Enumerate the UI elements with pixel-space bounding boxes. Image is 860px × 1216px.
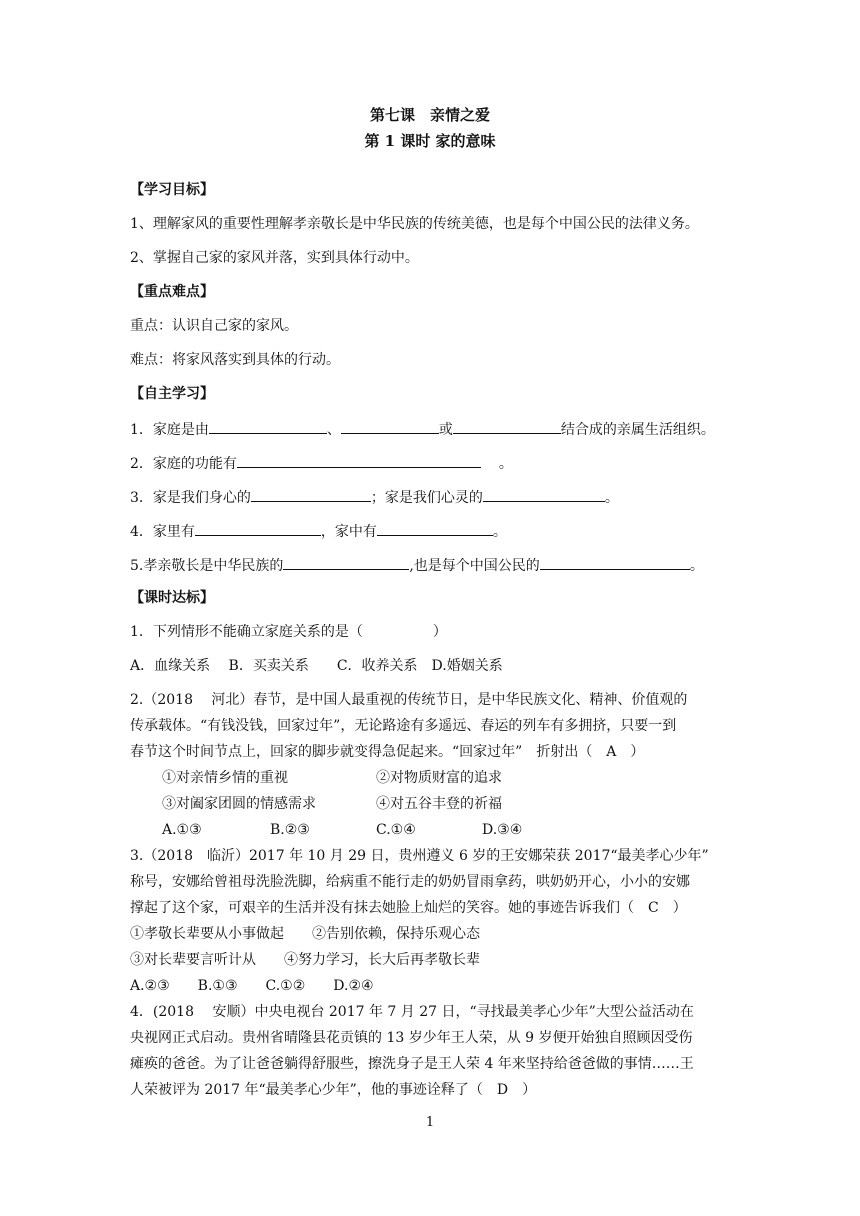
question-text: 2．家庭的功能有 <box>130 456 237 472</box>
practice-heading: 【课时达标】 <box>130 590 214 606</box>
practice-q2-option: ④对五谷丰登的祈福 <box>376 796 502 812</box>
answer-blank[interactable] <box>195 520 321 536</box>
objectives-heading: 【学习目标】 <box>130 182 214 198</box>
answer-blank[interactable] <box>209 418 327 434</box>
practice-q4-line: 瘫痪的爸爸。为了让爸爸躺得舒服些，擦洗身子是王人荣 4 年来坚持给爸爸做的事情……王 <box>130 1056 694 1072</box>
practice-q2-option: ②对物质财富的追求 <box>376 770 502 786</box>
page-number: 1 <box>425 1115 435 1130</box>
question-text: 5.孝亲敬长是中华民族的 <box>130 558 284 574</box>
practice-q3-line: 3.（2018 临沂）2017 年 10 月 29 日，贵州遵义 6 岁的王安娜荣获 2017“最美孝心少年” <box>130 848 709 864</box>
self-study-heading: 【自主学习】 <box>130 386 214 402</box>
practice-q2-line: 传承载体。“有钱没钱，回家过年”，无论路途有多遥远、春运的列车有多拥挤，只要一到 <box>130 718 677 734</box>
practice-q3-line: 撑起了这个家，可艰辛的生活并没有抹去她脸上灿烂的笑容。她的事迹告诉我们（ C ） <box>130 900 687 916</box>
self-study-question-1 <box>130 418 715 440</box>
practice-q2-choice: A.①③ <box>162 822 202 838</box>
practice-q3-options: ①孝敬长辈要从小事做起 ②告别依赖，保持乐观心态 <box>130 926 480 942</box>
lesson-subtitle: 第 1 课时 家的意味 <box>364 132 496 150</box>
answer-blank[interactable] <box>377 520 493 536</box>
question-text: 4．家里有 <box>130 524 195 540</box>
question-text: 1．家庭是由 <box>130 422 209 438</box>
practice-q2-option: ①对亲情乡情的重视 <box>162 770 288 786</box>
practice-q2-choice: C.①④ <box>376 822 416 838</box>
answer-blank[interactable] <box>341 418 439 434</box>
practice-q2-line: 春节这个时间节点上，回家的脚步就变得急促起来。“回家过年” 折射出（ A ） <box>130 744 645 760</box>
answer-blank[interactable] <box>483 486 605 502</box>
objective-item-1: 1、理解家风的重要性理解孝亲敬长是中华民族的传统美德，也是每个中国公民的法律义务。 <box>130 216 699 232</box>
practice-q2-choice: B.②③ <box>270 822 310 838</box>
keypoint-difficulty: 难点：将家风落实到具体的行动。 <box>130 352 340 368</box>
practice-q2-line: 2.（2018 河北）春节，是中国人最重视的传统节日，是中华民族文化、精神、价值观的 <box>130 692 688 708</box>
question-text: 或 <box>438 422 453 438</box>
practice-q4-line: 人荣被评为 2017 年“最美孝心少年”，他的事迹诠释了（ D ） <box>130 1082 537 1098</box>
question-text: ；家是我们心灵的 <box>370 490 483 506</box>
self-study-question-2 <box>130 452 513 474</box>
objective-item-2: 2、掌握自己家的家风并落，实到具体行动中。 <box>130 250 419 266</box>
question-text: 。 <box>689 558 704 574</box>
practice-q2-choice: D.③④ <box>482 822 523 838</box>
practice-q4-line: 央视网正式启动。贵州省晴隆县花贡镇的 13 岁少年王人荣，从 9 岁便开始独自照顾因受伤 <box>130 1030 693 1046</box>
keypoints-heading: 【重点难点】 <box>130 284 214 300</box>
self-study-question-3 <box>130 486 619 508</box>
question-text: 。 <box>498 456 513 472</box>
answer-blank[interactable] <box>251 486 371 502</box>
keypoint-focus: 重点：认识自己家的家风。 <box>130 318 298 334</box>
answer-blank[interactable] <box>237 452 481 468</box>
question-text: 3．家是我们身心的 <box>130 490 251 506</box>
answer-blank[interactable] <box>540 554 690 570</box>
practice-q1-stem: 1．下列情形不能确立家庭关系的是（ ） <box>130 624 447 640</box>
question-text: 。 <box>492 524 507 540</box>
question-text: ,也是每个中国公民的 <box>409 558 540 574</box>
question-text: 结合成的亲属生活组织。 <box>560 422 715 438</box>
practice-q3-choices: A.②③ B.①③ C.①② D.②④ <box>130 978 374 994</box>
question-text: 、 <box>326 422 341 438</box>
lesson-title: 第七课 亲情之爱 <box>369 106 490 124</box>
answer-blank[interactable] <box>453 418 561 434</box>
practice-q3-line: 称号，安娜给曾祖母洗脸洗脚，给病重不能行走的奶奶冒雨拿药，哄奶奶开心，小小的安娜 <box>130 874 690 890</box>
practice-q3-options: ③对长辈要言听计从 ④努力学习，长大后再孝敬长辈 <box>130 952 480 968</box>
self-study-question-4 <box>130 520 507 542</box>
practice-q1-options: A．血缘关系 B．买卖关系 C．收养关系 D.婚姻关系 <box>130 658 503 674</box>
self-study-question-5 <box>130 554 704 576</box>
question-text: 。 <box>604 490 619 506</box>
practice-q4-line: 4．(2018 安顺）中央电视台 2017 年 7 月 27 日，“寻找最美孝心少年”大型公益活动在 <box>130 1004 694 1020</box>
question-text: ，家中有 <box>320 524 377 540</box>
answer-blank[interactable] <box>283 554 409 570</box>
practice-q2-option: ③对阖家团圆的情感需求 <box>162 796 316 812</box>
